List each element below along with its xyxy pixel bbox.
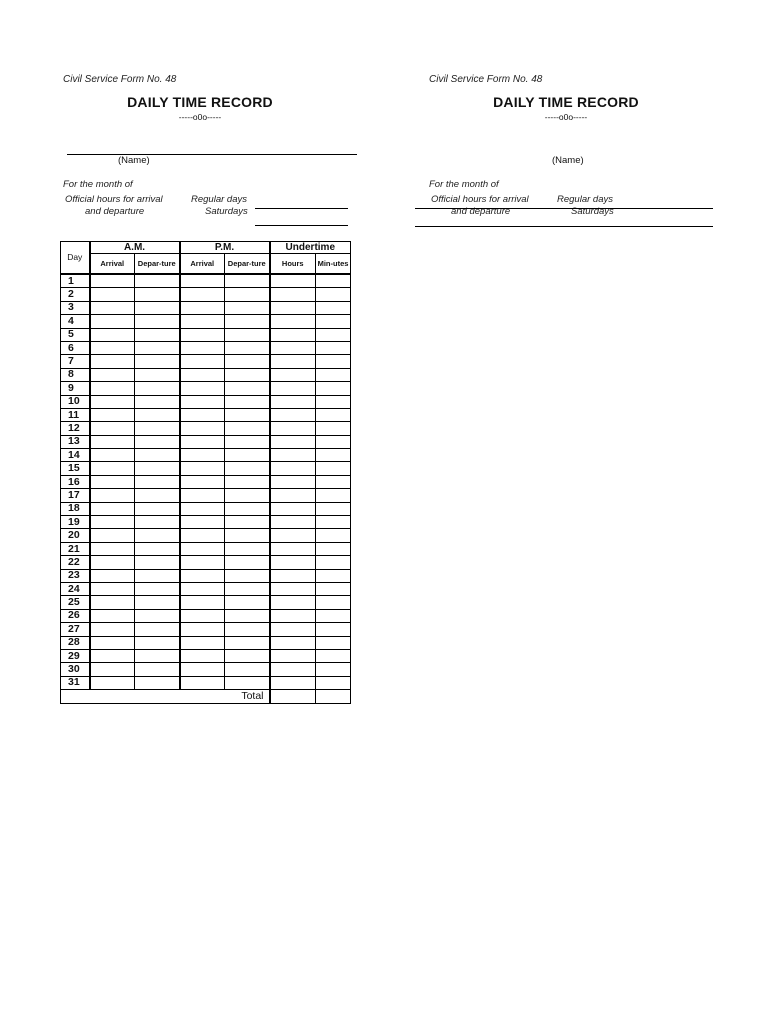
day-number: 13 <box>61 435 90 448</box>
pm-departure-cell[interactable] <box>225 274 270 288</box>
undertime-hours-cell[interactable] <box>270 382 316 395</box>
am-departure-cell[interactable] <box>135 636 180 649</box>
undertime-hours-cell[interactable] <box>270 449 316 462</box>
undertime-hours-cell[interactable] <box>270 489 316 502</box>
pm-departure-cell[interactable] <box>225 328 270 341</box>
pm-arrival-cell[interactable] <box>180 422 225 435</box>
pm-departure-cell[interactable] <box>225 449 270 462</box>
total-hours-cell[interactable] <box>270 690 316 703</box>
undertime-minutes-cell[interactable] <box>316 489 351 502</box>
day-row <box>61 475 351 488</box>
am-departure-cell[interactable] <box>135 462 180 475</box>
dtr-table <box>60 241 351 704</box>
pm-departure-cell[interactable] <box>225 596 270 609</box>
undertime-hours-cell[interactable] <box>270 355 316 368</box>
am-departure-cell[interactable] <box>135 368 180 381</box>
am-arrival-cell[interactable] <box>90 382 135 395</box>
day-row <box>61 623 351 636</box>
undertime-minutes-cell[interactable] <box>316 341 351 354</box>
am-arrival-cell[interactable] <box>90 422 135 435</box>
am-departure-cell[interactable] <box>135 663 180 676</box>
pm-arrival-cell[interactable] <box>180 408 225 421</box>
undertime-minutes-cell[interactable] <box>316 435 351 448</box>
day-row <box>61 422 351 435</box>
am-arrival-cell[interactable] <box>90 569 135 582</box>
undertime-hours-cell[interactable] <box>270 636 316 649</box>
pm-arrival-cell[interactable] <box>180 596 225 609</box>
day-row <box>61 435 351 448</box>
undertime-hours-cell[interactable] <box>270 569 316 582</box>
undertime-hours-cell[interactable] <box>270 395 316 408</box>
am-arrival-cell[interactable] <box>90 502 135 515</box>
undertime-minutes-cell[interactable] <box>316 582 351 595</box>
day-row <box>61 368 351 381</box>
pm-arrival-cell[interactable] <box>180 502 225 515</box>
am-arrival-cell[interactable] <box>90 341 135 354</box>
undertime-minutes-cell[interactable] <box>316 274 351 288</box>
day-row <box>61 449 351 462</box>
pm-departure-cell[interactable] <box>225 489 270 502</box>
am-header: A.M. <box>90 242 180 254</box>
day-row <box>61 395 351 408</box>
day-number: 2 <box>61 288 90 301</box>
undertime-hours-cell[interactable] <box>270 663 316 676</box>
am-arrival-cell[interactable] <box>90 489 135 502</box>
undertime-hours-cell[interactable] <box>270 596 316 609</box>
pm-header: P.M. <box>180 242 270 254</box>
undertime-hours-cell[interactable] <box>270 623 316 636</box>
day-row <box>61 301 351 314</box>
pm-arrival-cell[interactable] <box>180 609 225 622</box>
am-arrival-cell[interactable] <box>90 408 135 421</box>
am-arrival-cell[interactable] <box>90 368 135 381</box>
pm-arrival-cell[interactable] <box>180 663 225 676</box>
undertime-hours-cell[interactable] <box>270 462 316 475</box>
pm-departure-cell[interactable] <box>225 502 270 515</box>
am-arrival-cell[interactable] <box>90 355 135 368</box>
pm-arrival-cell[interactable] <box>180 623 225 636</box>
day-number: 14 <box>61 449 90 462</box>
pm-departure-cell[interactable] <box>225 582 270 595</box>
day-number: 28 <box>61 636 90 649</box>
undertime-hours-cell[interactable] <box>270 274 316 288</box>
pm-arrival-cell[interactable] <box>180 475 225 488</box>
am-departure-cell[interactable] <box>135 395 180 408</box>
separator-left: -----o0o----- <box>178 112 222 122</box>
pm-arrival-cell[interactable] <box>180 274 225 288</box>
dtr-body <box>61 274 351 690</box>
day-number: 12 <box>61 422 90 435</box>
undertime-hours-cell[interactable] <box>270 301 316 314</box>
pm-arrival-header: Arrival <box>180 254 225 275</box>
pm-departure-cell[interactable] <box>225 529 270 542</box>
undertime-minutes-cell[interactable] <box>316 355 351 368</box>
undertime-minutes-cell[interactable] <box>316 636 351 649</box>
undertime-hours-cell[interactable] <box>270 502 316 515</box>
undertime-header: Undertime <box>270 242 351 254</box>
day-row <box>61 489 351 502</box>
pm-departure-cell[interactable] <box>225 395 270 408</box>
undertime-hours-cell[interactable] <box>270 582 316 595</box>
pm-departure-cell[interactable] <box>225 649 270 662</box>
undertime-hours-header: Hours <box>270 254 316 275</box>
day-number: 11 <box>61 408 90 421</box>
pm-departure-cell[interactable] <box>225 422 270 435</box>
am-departure-cell[interactable] <box>135 649 180 662</box>
pm-arrival-cell[interactable] <box>180 582 225 595</box>
form-number-right: Civil Service Form No. 48 <box>429 74 543 85</box>
am-arrival-cell[interactable] <box>90 462 135 475</box>
day-row <box>61 382 351 395</box>
regular-days-line-right[interactable] <box>415 208 713 209</box>
am-departure-cell[interactable] <box>135 475 180 488</box>
undertime-minutes-cell[interactable] <box>316 449 351 462</box>
undertime-minutes-cell[interactable] <box>316 502 351 515</box>
day-number: 21 <box>61 542 90 555</box>
am-departure-cell[interactable] <box>135 422 180 435</box>
undertime-minutes-cell[interactable] <box>316 516 351 529</box>
am-departure-cell[interactable] <box>135 609 180 622</box>
separator-right: -----o0o----- <box>544 112 588 122</box>
day-number: 16 <box>61 475 90 488</box>
am-arrival-cell[interactable] <box>90 636 135 649</box>
am-arrival-cell[interactable] <box>90 395 135 408</box>
am-departure-cell[interactable] <box>135 556 180 569</box>
day-number: 8 <box>61 368 90 381</box>
day-number: 6 <box>61 341 90 354</box>
am-arrival-cell[interactable] <box>90 582 135 595</box>
am-departure-cell[interactable] <box>135 502 180 515</box>
undertime-minutes-cell[interactable] <box>316 395 351 408</box>
day-row <box>61 355 351 368</box>
am-departure-cell[interactable] <box>135 341 180 354</box>
pm-departure-cell[interactable] <box>225 609 270 622</box>
day-number: 10 <box>61 395 90 408</box>
am-departure-cell[interactable] <box>135 582 180 595</box>
pm-departure-cell[interactable] <box>225 676 270 689</box>
day-row <box>61 676 351 689</box>
day-number: 20 <box>61 529 90 542</box>
am-departure-cell[interactable] <box>135 569 180 582</box>
name-label-right: (Name) <box>552 155 584 166</box>
day-row <box>61 556 351 569</box>
day-number: 3 <box>61 301 90 314</box>
day-row <box>61 328 351 341</box>
day-row <box>61 408 351 421</box>
pm-arrival-cell[interactable] <box>180 516 225 529</box>
am-arrival-cell[interactable] <box>90 663 135 676</box>
day-number: 30 <box>61 663 90 676</box>
official-hours-line1-right: Official hours for arrival <box>431 194 529 205</box>
undertime-minutes-cell[interactable] <box>316 649 351 662</box>
undertime-minutes-cell[interactable] <box>316 556 351 569</box>
pm-arrival-cell[interactable] <box>180 315 225 328</box>
undertime-minutes-cell[interactable] <box>316 663 351 676</box>
day-row <box>61 649 351 662</box>
undertime-hours-cell[interactable] <box>270 315 316 328</box>
am-arrival-cell[interactable] <box>90 596 135 609</box>
day-row <box>61 663 351 676</box>
pm-arrival-cell[interactable] <box>180 341 225 354</box>
pm-departure-cell[interactable] <box>225 288 270 301</box>
undertime-hours-cell[interactable] <box>270 341 316 354</box>
undertime-minutes-cell[interactable] <box>316 288 351 301</box>
undertime-minutes-cell[interactable] <box>316 301 351 314</box>
pm-arrival-cell[interactable] <box>180 435 225 448</box>
pm-departure-cell[interactable] <box>225 301 270 314</box>
undertime-hours-cell[interactable] <box>270 328 316 341</box>
official-hours-line2-left: and departure <box>85 206 145 217</box>
undertime-minutes-cell[interactable] <box>316 529 351 542</box>
pm-departure-cell[interactable] <box>225 663 270 676</box>
undertime-hours-cell[interactable] <box>270 435 316 448</box>
undertime-hours-cell[interactable] <box>270 542 316 555</box>
am-departure-cell[interactable] <box>135 355 180 368</box>
am-departure-cell[interactable] <box>135 288 180 301</box>
day-number: 19 <box>61 516 90 529</box>
am-arrival-cell[interactable] <box>90 529 135 542</box>
day-number: 15 <box>61 462 90 475</box>
undertime-minutes-cell[interactable] <box>316 315 351 328</box>
day-row <box>61 582 351 595</box>
day-number: 7 <box>61 355 90 368</box>
pm-arrival-cell[interactable] <box>180 556 225 569</box>
pm-arrival-cell[interactable] <box>180 328 225 341</box>
pm-departure-cell[interactable] <box>225 636 270 649</box>
day-number: 5 <box>61 328 90 341</box>
day-number: 29 <box>61 649 90 662</box>
day-number: 23 <box>61 569 90 582</box>
official-hours-line1-left: Official hours for arrival <box>65 194 163 205</box>
undertime-hours-cell[interactable] <box>270 288 316 301</box>
pm-arrival-cell[interactable] <box>180 355 225 368</box>
official-hours-line2-right: and departure <box>451 206 511 217</box>
pm-arrival-cell[interactable] <box>180 462 225 475</box>
pm-departure-cell[interactable] <box>225 623 270 636</box>
undertime-minutes-header: Min-utes <box>316 254 351 275</box>
undertime-hours-cell[interactable] <box>270 422 316 435</box>
day-row <box>61 502 351 515</box>
undertime-minutes-cell[interactable] <box>316 382 351 395</box>
pm-departure-cell[interactable] <box>225 542 270 555</box>
am-departure-cell[interactable] <box>135 328 180 341</box>
pm-departure-cell[interactable] <box>225 435 270 448</box>
pm-departure-cell[interactable] <box>225 408 270 421</box>
undertime-hours-cell[interactable] <box>270 529 316 542</box>
undertime-minutes-cell[interactable] <box>316 328 351 341</box>
pm-arrival-cell[interactable] <box>180 569 225 582</box>
total-minutes-cell[interactable] <box>316 690 351 703</box>
day-row <box>61 288 351 301</box>
am-arrival-cell[interactable] <box>90 542 135 555</box>
am-arrival-cell[interactable] <box>90 516 135 529</box>
am-arrival-cell[interactable] <box>90 315 135 328</box>
day-number: 18 <box>61 502 90 515</box>
pm-arrival-cell[interactable] <box>180 649 225 662</box>
pm-departure-cell[interactable] <box>225 569 270 582</box>
undertime-hours-cell[interactable] <box>270 408 316 421</box>
form-number-left: Civil Service Form No. 48 <box>63 74 177 85</box>
day-number: 17 <box>61 489 90 502</box>
day-row <box>61 529 351 542</box>
day-row <box>61 516 351 529</box>
am-departure-cell[interactable] <box>135 676 180 689</box>
undertime-hours-cell[interactable] <box>270 649 316 662</box>
pm-departure-cell[interactable] <box>225 462 270 475</box>
pm-arrival-cell[interactable] <box>180 395 225 408</box>
undertime-hours-cell[interactable] <box>270 609 316 622</box>
day-header: Day <box>61 242 90 275</box>
month-label-left: For the month of <box>63 179 133 190</box>
undertime-minutes-cell[interactable] <box>316 596 351 609</box>
total-label: Total <box>61 690 270 703</box>
undertime-minutes-cell[interactable] <box>316 609 351 622</box>
day-row <box>61 341 351 354</box>
day-number: 31 <box>61 676 90 689</box>
am-departure-header: Depar-ture <box>135 254 180 275</box>
am-arrival-cell[interactable] <box>90 301 135 314</box>
am-departure-cell[interactable] <box>135 301 180 314</box>
am-departure-cell[interactable] <box>135 516 180 529</box>
pm-departure-cell[interactable] <box>225 341 270 354</box>
undertime-minutes-cell[interactable] <box>316 368 351 381</box>
pm-departure-header: Depar-ture <box>225 254 270 275</box>
undertime-minutes-cell[interactable] <box>316 569 351 582</box>
am-arrival-cell[interactable] <box>90 274 135 288</box>
undertime-hours-cell[interactable] <box>270 556 316 569</box>
pm-departure-cell[interactable] <box>225 355 270 368</box>
pm-arrival-cell[interactable] <box>180 489 225 502</box>
pm-departure-cell[interactable] <box>225 556 270 569</box>
pm-arrival-cell[interactable] <box>180 301 225 314</box>
undertime-hours-cell[interactable] <box>270 516 316 529</box>
am-arrival-cell[interactable] <box>90 609 135 622</box>
am-departure-cell[interactable] <box>135 596 180 609</box>
am-arrival-cell[interactable] <box>90 556 135 569</box>
saturdays-line-left[interactable] <box>255 225 348 226</box>
pm-arrival-cell[interactable] <box>180 288 225 301</box>
regular-days-label-right: Regular days <box>557 194 613 205</box>
pm-arrival-cell[interactable] <box>180 382 225 395</box>
am-departure-cell[interactable] <box>135 542 180 555</box>
pm-departure-cell[interactable] <box>225 516 270 529</box>
day-number: 25 <box>61 596 90 609</box>
am-departure-cell[interactable] <box>135 435 180 448</box>
am-departure-cell[interactable] <box>135 382 180 395</box>
pm-arrival-cell[interactable] <box>180 368 225 381</box>
day-number: 9 <box>61 382 90 395</box>
am-arrival-cell[interactable] <box>90 475 135 488</box>
am-departure-cell[interactable] <box>135 449 180 462</box>
day-number: 27 <box>61 623 90 636</box>
pm-arrival-cell[interactable] <box>180 542 225 555</box>
pm-arrival-cell[interactable] <box>180 676 225 689</box>
day-number: 4 <box>61 315 90 328</box>
pm-departure-cell[interactable] <box>225 315 270 328</box>
am-arrival-header: Arrival <box>90 254 135 275</box>
regular-days-line-left[interactable] <box>255 208 348 209</box>
day-row <box>61 596 351 609</box>
pm-arrival-cell[interactable] <box>180 449 225 462</box>
am-departure-cell[interactable] <box>135 408 180 421</box>
am-arrival-cell[interactable] <box>90 435 135 448</box>
am-arrival-cell[interactable] <box>90 623 135 636</box>
am-arrival-cell[interactable] <box>90 328 135 341</box>
undertime-minutes-cell[interactable] <box>316 408 351 421</box>
am-departure-cell[interactable] <box>135 274 180 288</box>
am-departure-cell[interactable] <box>135 489 180 502</box>
pm-departure-cell[interactable] <box>225 368 270 381</box>
pm-departure-cell[interactable] <box>225 382 270 395</box>
pm-departure-cell[interactable] <box>225 475 270 488</box>
undertime-minutes-cell[interactable] <box>316 542 351 555</box>
undertime-minutes-cell[interactable] <box>316 475 351 488</box>
am-arrival-cell[interactable] <box>90 649 135 662</box>
day-row <box>61 609 351 622</box>
undertime-hours-cell[interactable] <box>270 368 316 381</box>
title-right: DAILY TIME RECORD <box>493 94 639 110</box>
regular-days-label-left: Regular days <box>191 194 247 205</box>
day-number: 1 <box>61 274 90 288</box>
title-left: DAILY TIME RECORD <box>127 94 273 110</box>
pm-arrival-cell[interactable] <box>180 529 225 542</box>
am-departure-cell[interactable] <box>135 529 180 542</box>
am-departure-cell[interactable] <box>135 315 180 328</box>
am-arrival-cell[interactable] <box>90 449 135 462</box>
day-row <box>61 274 351 288</box>
undertime-hours-cell[interactable] <box>270 475 316 488</box>
am-arrival-cell[interactable] <box>90 676 135 689</box>
day-row <box>61 542 351 555</box>
name-label-left: (Name) <box>118 155 150 166</box>
day-row <box>61 569 351 582</box>
am-departure-cell[interactable] <box>135 623 180 636</box>
day-number: 26 <box>61 609 90 622</box>
name-line-left[interactable] <box>67 154 357 155</box>
month-label-right: For the month of <box>429 179 499 190</box>
saturdays-label-left: Saturdays <box>205 206 248 217</box>
day-number: 24 <box>61 582 90 595</box>
undertime-minutes-cell[interactable] <box>316 623 351 636</box>
undertime-minutes-cell[interactable] <box>316 422 351 435</box>
undertime-hours-cell[interactable] <box>270 676 316 689</box>
am-arrival-cell[interactable] <box>90 288 135 301</box>
day-row <box>61 636 351 649</box>
pm-arrival-cell[interactable] <box>180 636 225 649</box>
saturdays-label-right: Saturdays <box>571 206 614 217</box>
undertime-minutes-cell[interactable] <box>316 676 351 689</box>
day-number: 22 <box>61 556 90 569</box>
day-row <box>61 315 351 328</box>
saturdays-line-right[interactable] <box>415 226 713 227</box>
day-row <box>61 462 351 475</box>
undertime-minutes-cell[interactable] <box>316 462 351 475</box>
